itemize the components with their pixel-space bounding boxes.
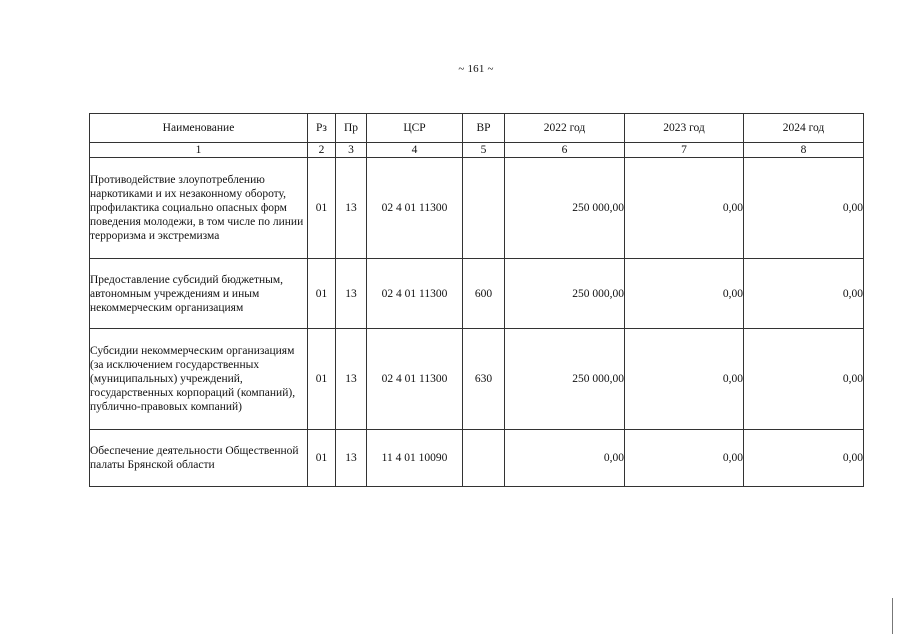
row-2024: 0,00 bbox=[744, 158, 864, 259]
row-rz: 01 bbox=[308, 158, 336, 259]
header-csr: ЦСР bbox=[367, 114, 463, 143]
row-name: Субсидии некоммерческим организациям (за исключением государственных (муниципальных) учреждений, государственных корпораций (компаний), публично-правовых компаний) bbox=[90, 329, 308, 430]
row-pr: 13 bbox=[336, 329, 367, 430]
column-number: 2 bbox=[308, 143, 336, 158]
row-csr: 02 4 01 11300 bbox=[367, 158, 463, 259]
header-2022: 2022 год bbox=[505, 114, 625, 143]
budget-table bbox=[89, 113, 864, 487]
header-rz: Рз bbox=[308, 114, 336, 143]
row-vr: 600 bbox=[463, 259, 505, 329]
row-name: Противодействие злоупотреблению наркотиками и их незаконному обороту, профилактика социально опасных форм поведения молодежи, в том числе по линии терроризма и экстремизма bbox=[90, 158, 308, 259]
header-name: Наименование bbox=[90, 114, 308, 143]
row-2024: 0,00 bbox=[744, 430, 864, 487]
header-vr: ВР bbox=[463, 114, 505, 143]
row-2024: 0,00 bbox=[744, 329, 864, 430]
row-2022: 250 000,00 bbox=[505, 329, 625, 430]
column-number: 1 bbox=[90, 143, 308, 158]
column-number: 3 bbox=[336, 143, 367, 158]
row-rz: 01 bbox=[308, 329, 336, 430]
row-2023: 0,00 bbox=[625, 329, 744, 430]
row-2022: 0,00 bbox=[505, 430, 625, 487]
table-row bbox=[90, 329, 864, 430]
table-header-row bbox=[90, 114, 864, 143]
row-vr bbox=[463, 430, 505, 487]
row-2024: 0,00 bbox=[744, 259, 864, 329]
column-number: 4 bbox=[367, 143, 463, 158]
row-2023: 0,00 bbox=[625, 158, 744, 259]
row-pr: 13 bbox=[336, 158, 367, 259]
column-number-row bbox=[90, 143, 864, 158]
row-2023: 0,00 bbox=[625, 259, 744, 329]
header-2024: 2024 год bbox=[744, 114, 864, 143]
page-number: ~ 161 ~ bbox=[458, 63, 494, 75]
row-name: Обеспечение деятельности Общественной палаты Брянской области bbox=[90, 430, 308, 487]
table-row bbox=[90, 158, 864, 259]
row-2022: 250 000,00 bbox=[505, 158, 625, 259]
row-2023: 0,00 bbox=[625, 430, 744, 487]
row-csr: 02 4 01 11300 bbox=[367, 259, 463, 329]
column-number: 6 bbox=[505, 143, 625, 158]
column-number: 7 bbox=[625, 143, 744, 158]
row-pr: 13 bbox=[336, 259, 367, 329]
row-csr: 02 4 01 11300 bbox=[367, 329, 463, 430]
column-number: 5 bbox=[463, 143, 505, 158]
row-rz: 01 bbox=[308, 430, 336, 487]
table-row bbox=[90, 430, 864, 487]
row-vr bbox=[463, 158, 505, 259]
row-pr: 13 bbox=[336, 430, 367, 487]
scan-edge-mark bbox=[892, 598, 893, 634]
header-2023: 2023 год bbox=[625, 114, 744, 143]
row-csr: 11 4 01 10090 bbox=[367, 430, 463, 487]
header-pr: Пр bbox=[336, 114, 367, 143]
table-row bbox=[90, 259, 864, 329]
row-vr: 630 bbox=[463, 329, 505, 430]
row-2022: 250 000,00 bbox=[505, 259, 625, 329]
row-rz: 01 bbox=[308, 259, 336, 329]
column-number: 8 bbox=[744, 143, 864, 158]
row-name: Предоставление субсидий бюджетным, автономным учреждениям и иным некоммерческим организациям bbox=[90, 259, 308, 329]
